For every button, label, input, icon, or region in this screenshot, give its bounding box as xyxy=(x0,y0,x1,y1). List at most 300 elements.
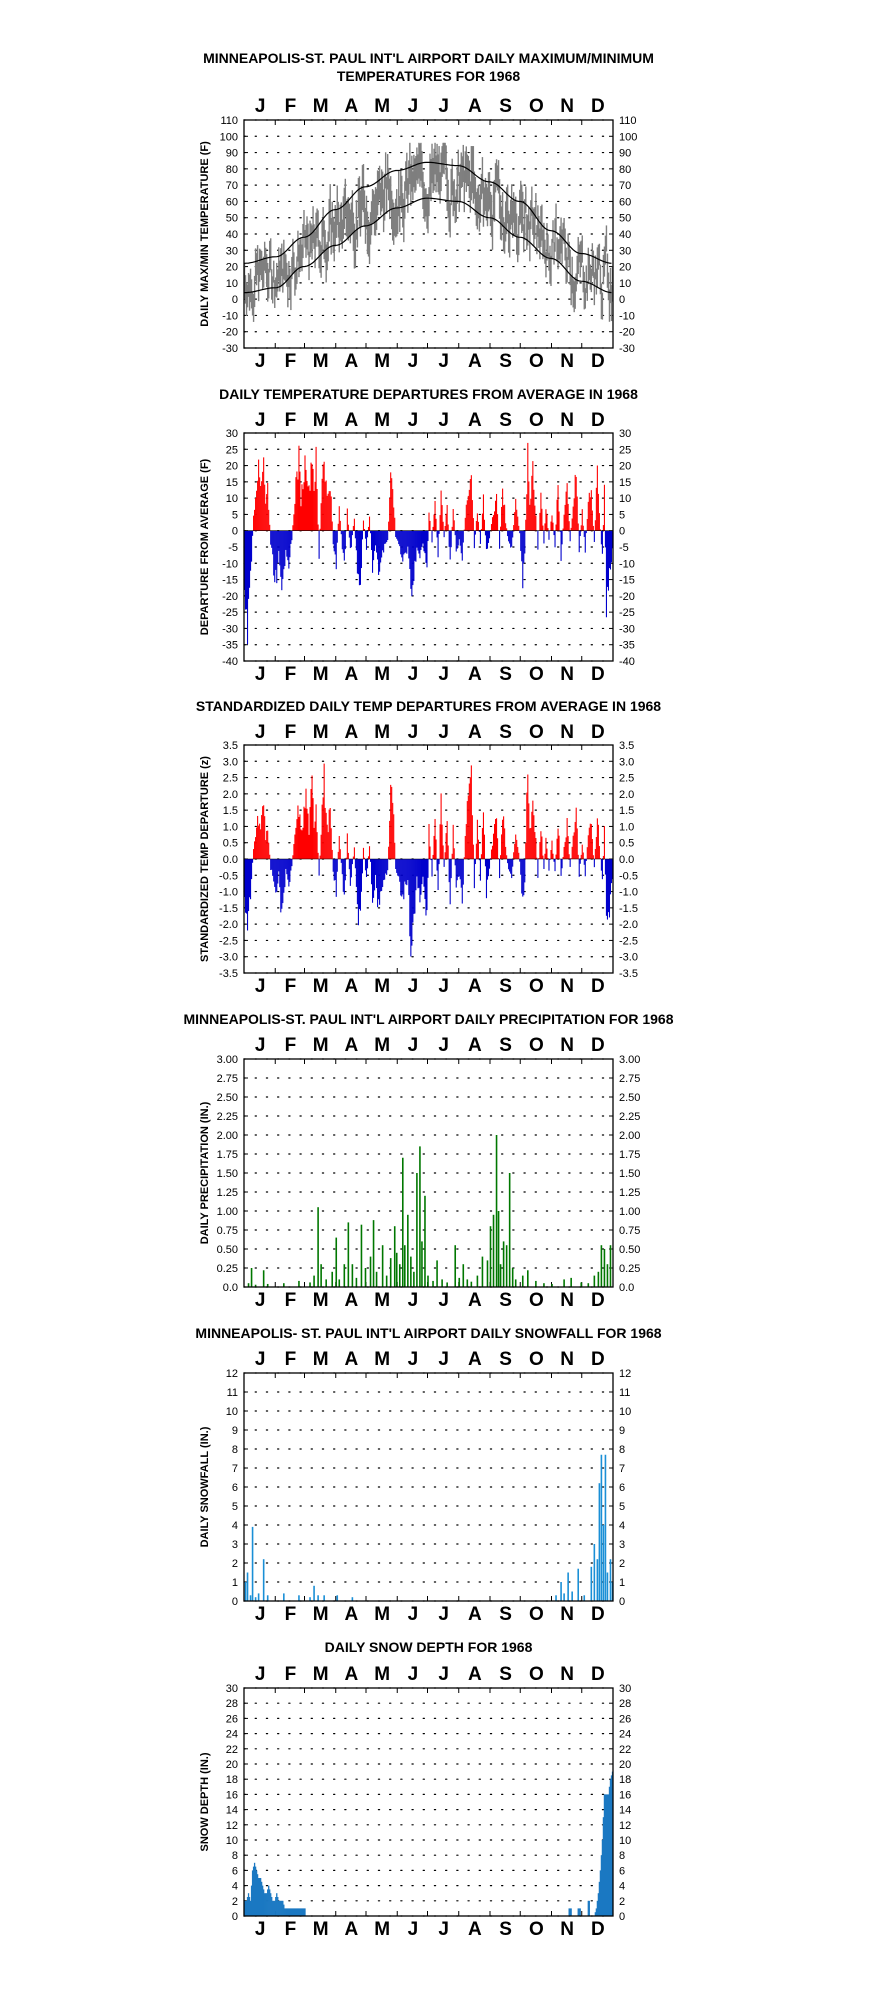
month-label-top: M xyxy=(312,410,329,431)
y-tick-left: 0.50 xyxy=(216,1244,238,1256)
y-axis-label: DAILY SNOWFALL (IN.) xyxy=(199,1426,211,1548)
chart-snowdepth xyxy=(199,1639,631,1940)
month-label-top: S xyxy=(499,722,512,743)
y-tick-right: 0.5 xyxy=(619,837,635,850)
month-label-top: M xyxy=(374,1035,391,1056)
y-tick-left: 9 xyxy=(231,1425,238,1437)
month-label-top: J xyxy=(438,96,449,117)
month-label-bottom: F xyxy=(284,664,297,685)
y-tick-right: 10 xyxy=(619,277,632,290)
y-tick-left: 100 xyxy=(219,131,238,144)
month-label-top: M xyxy=(312,96,329,117)
y-tick-left: 80 xyxy=(225,163,238,176)
y-tick-left: 14 xyxy=(225,1804,238,1817)
month-label-top: J xyxy=(407,410,419,431)
y-tick-right: 1.25 xyxy=(619,1187,641,1199)
y-tick-left: 4 xyxy=(231,1880,238,1893)
y-tick-right: -40 xyxy=(619,656,635,668)
y-tick-left: 30 xyxy=(225,245,238,258)
y-tick-left: 3.5 xyxy=(222,740,238,752)
month-label-bottom: M xyxy=(374,1290,391,1311)
y-tick-right: 24 xyxy=(619,1728,632,1741)
month-label-bottom: M xyxy=(374,664,391,685)
y-tick-left: 16 xyxy=(225,1789,238,1802)
month-label-bottom: D xyxy=(591,976,605,997)
y-tick-left: 20 xyxy=(225,261,238,274)
y-tick-right: 0.0 xyxy=(619,854,635,866)
y-tick-right: 3.0 xyxy=(619,756,635,769)
y-tick-left: 2.00 xyxy=(216,1130,238,1142)
chart-title: STANDARDIZED DAILY TEMP DEPARTURES FROM AVERAGE IN 1968 xyxy=(195,698,662,714)
y-tick-right: 30 xyxy=(619,1683,632,1695)
month-label-top: A xyxy=(468,1035,482,1056)
month-label-top: F xyxy=(284,1349,297,1370)
month-label-bottom: A xyxy=(468,976,482,997)
y-tick-right: 15 xyxy=(619,476,632,489)
chart-title: MINNEAPOLIS-ST. PAUL INT'L AIRPORT DAILY PRECIPITATION FOR 1968 xyxy=(183,1011,674,1027)
y-tick-left: -10 xyxy=(222,310,238,323)
month-label-top: F xyxy=(284,1035,297,1056)
month-label-top: A xyxy=(468,722,482,743)
y-tick-right: 0.25 xyxy=(619,1263,641,1275)
y-tick-right: -35 xyxy=(619,639,635,652)
y-tick-left: 3 xyxy=(231,1539,238,1551)
month-label-bottom: M xyxy=(374,1604,391,1625)
y-tick-left: 1.25 xyxy=(216,1187,238,1199)
y-tick-right: -5 xyxy=(619,542,629,554)
month-label-bottom: J xyxy=(438,976,449,997)
month-label-bottom: S xyxy=(499,1919,512,1940)
y-tick-left: 6 xyxy=(231,1482,238,1494)
month-label-bottom: J xyxy=(407,1290,419,1311)
y-tick-right: 80 xyxy=(619,163,632,176)
y-tick-left: 0 xyxy=(231,1596,238,1608)
month-label-bottom: S xyxy=(499,351,512,372)
y-tick-right: 1.75 xyxy=(619,1149,641,1161)
y-tick-right: 10 xyxy=(619,1835,632,1847)
y-tick-left: 5 xyxy=(231,509,238,522)
y-tick-right: 1 xyxy=(619,1577,626,1589)
month-label-top: A xyxy=(344,1035,359,1056)
y-axis-label: STANDARDIZED TEMP DEPARTURE (z) xyxy=(199,756,211,962)
y-tick-left: 3.0 xyxy=(222,756,238,769)
y-tick-left: 2.25 xyxy=(216,1111,238,1123)
month-label-bottom: N xyxy=(560,976,574,997)
y-tick-left: 10 xyxy=(225,277,238,290)
y-tick-right: 0.50 xyxy=(619,1244,641,1256)
month-label-top: S xyxy=(499,1349,512,1370)
month-label-bottom: O xyxy=(528,976,544,997)
y-tick-right: 20 xyxy=(619,460,632,473)
y-tick-right: -20 xyxy=(619,326,635,339)
y-tick-left: 6 xyxy=(231,1865,238,1878)
y-tick-right: 12 xyxy=(619,1819,632,1832)
y-tick-left: 10 xyxy=(225,493,238,506)
y-tick-right: 18 xyxy=(619,1774,632,1787)
y-tick-left: 20 xyxy=(225,460,238,473)
y-tick-right: 2 xyxy=(619,1558,626,1570)
month-label-top: S xyxy=(499,1035,512,1056)
y-tick-left: -3.5 xyxy=(219,968,238,980)
month-label-bottom: A xyxy=(344,351,359,372)
month-label-bottom: O xyxy=(528,664,544,685)
month-label-top: J xyxy=(407,96,419,117)
y-tick-left: 50 xyxy=(225,212,238,225)
y-tick-right: -30 xyxy=(619,343,635,355)
y-tick-right: 10 xyxy=(619,493,632,506)
month-label-bottom: M xyxy=(312,1290,329,1311)
month-label-bottom: A xyxy=(344,1604,359,1625)
y-tick-right: 3.00 xyxy=(619,1054,641,1066)
y-tick-left: 11 xyxy=(226,1387,238,1399)
y-tick-right: 2.00 xyxy=(619,1130,641,1142)
month-label-bottom: N xyxy=(560,1604,574,1625)
y-tick-right: 60 xyxy=(619,196,632,209)
month-label-top: A xyxy=(468,96,482,117)
y-tick-right: 11 xyxy=(619,1387,631,1399)
month-label-top: J xyxy=(438,1035,449,1056)
y-tick-left: 1.5 xyxy=(222,805,238,818)
month-label-top: J xyxy=(254,410,266,431)
month-label-top: M xyxy=(374,1664,391,1685)
month-label-top: M xyxy=(312,1664,329,1685)
y-tick-left: 22 xyxy=(225,1743,238,1756)
month-label-top: J xyxy=(438,410,449,431)
month-label-bottom: J xyxy=(438,1919,449,1940)
y-tick-left: 26 xyxy=(225,1713,238,1726)
y-tick-right: 6 xyxy=(619,1865,626,1878)
y-tick-left: 0.5 xyxy=(222,837,238,850)
y-tick-left: 1 xyxy=(231,1577,238,1589)
month-label-top: D xyxy=(591,722,605,743)
y-axis-label: DAILY MAX/MIN TEMPERATURE (F) xyxy=(199,141,211,327)
y-tick-right: 22 xyxy=(619,1743,632,1756)
y-tick-right: 40 xyxy=(619,229,632,241)
month-label-top: J xyxy=(254,96,266,117)
month-label-bottom: S xyxy=(499,664,512,685)
y-tick-right: 3.5 xyxy=(619,740,635,752)
month-label-bottom: J xyxy=(254,664,266,685)
y-tick-right: -30 xyxy=(619,623,635,636)
month-label-bottom: N xyxy=(560,1919,574,1940)
y-tick-left: 28 xyxy=(225,1698,238,1711)
month-label-top: D xyxy=(591,410,605,431)
month-label-top: D xyxy=(591,1664,605,1685)
y-tick-right: 26 xyxy=(619,1713,632,1726)
month-label-top: F xyxy=(284,410,297,431)
month-label-top: D xyxy=(591,1349,605,1370)
y-tick-right: 90 xyxy=(619,147,632,160)
y-tick-left: -1.0 xyxy=(219,886,238,899)
month-label-top: J xyxy=(254,722,266,743)
y-tick-left: 0.25 xyxy=(216,1263,238,1275)
y-tick-left: -30 xyxy=(222,343,238,355)
y-tick-right: 25 xyxy=(619,444,632,457)
month-label-bottom: F xyxy=(284,976,297,997)
month-label-top: M xyxy=(374,722,391,743)
month-label-top: N xyxy=(560,722,574,743)
y-tick-left: 24 xyxy=(225,1728,238,1741)
month-label-top: A xyxy=(468,1349,482,1370)
month-label-bottom: M xyxy=(374,351,391,372)
month-label-bottom: D xyxy=(591,1604,605,1625)
y-tick-right: 30 xyxy=(619,428,632,440)
chart-precip xyxy=(183,1011,673,1311)
month-label-bottom: F xyxy=(284,351,297,372)
chart-title: MINNEAPOLIS-ST. PAUL INT'L AIRPORT DAILY MAXIMUM/MINIMUM xyxy=(203,50,654,66)
month-label-bottom: M xyxy=(312,664,329,685)
month-label-top: J xyxy=(407,722,419,743)
y-tick-left: 2.75 xyxy=(216,1073,238,1085)
y-tick-left: 8 xyxy=(231,1444,238,1456)
y-tick-right: 1.5 xyxy=(619,805,635,818)
y-tick-right: 3 xyxy=(619,1539,626,1551)
month-label-bottom: M xyxy=(312,1604,329,1625)
month-label-bottom: J xyxy=(407,976,419,997)
month-label-top: M xyxy=(374,410,391,431)
y-tick-left: -3.0 xyxy=(219,951,238,964)
month-label-top: S xyxy=(499,410,512,431)
y-tick-right: 2.0 xyxy=(619,788,635,801)
y-tick-right: 8 xyxy=(619,1850,626,1863)
y-tick-right: 20 xyxy=(619,261,632,274)
y-tick-right: 2.5 xyxy=(619,772,635,785)
month-label-bottom: M xyxy=(312,1919,329,1940)
data-layer xyxy=(249,1135,611,1287)
month-label-bottom: N xyxy=(560,664,574,685)
month-label-top: O xyxy=(528,96,544,117)
month-label-top: J xyxy=(407,1035,419,1056)
month-label-top: S xyxy=(499,1664,512,1685)
y-tick-right: 28 xyxy=(619,1698,632,1711)
month-label-bottom: S xyxy=(499,976,512,997)
month-label-bottom: D xyxy=(591,1290,605,1311)
month-label-top: J xyxy=(254,1349,266,1370)
y-tick-left: 1.00 xyxy=(216,1206,238,1218)
y-tick-right: -15 xyxy=(619,574,635,587)
month-label-top: O xyxy=(528,722,544,743)
month-label-bottom: A xyxy=(468,351,482,372)
y-tick-left: -35 xyxy=(222,639,238,652)
y-tick-right: 4 xyxy=(619,1520,626,1532)
y-tick-left: 2.50 xyxy=(216,1092,238,1104)
month-label-top: A xyxy=(344,1664,359,1685)
y-tick-right: -25 xyxy=(619,607,635,620)
y-tick-left: 70 xyxy=(225,180,238,193)
y-tick-right: -20 xyxy=(619,590,635,603)
month-label-bottom: O xyxy=(528,351,544,372)
month-label-bottom: A xyxy=(344,976,359,997)
y-tick-right: -0.5 xyxy=(619,870,638,883)
y-tick-left: -15 xyxy=(222,574,238,587)
y-tick-right: 4 xyxy=(619,1880,626,1893)
y-tick-left: -10 xyxy=(222,558,238,571)
y-tick-right: 8 xyxy=(619,1444,626,1456)
y-tick-right: -3.0 xyxy=(619,951,638,964)
y-tick-left: 60 xyxy=(225,196,238,209)
month-label-bottom: J xyxy=(407,351,419,372)
month-label-bottom: J xyxy=(254,976,266,997)
month-label-top: J xyxy=(254,1664,266,1685)
y-tick-left: 18 xyxy=(225,1774,238,1787)
chart-departures xyxy=(199,386,638,685)
y-tick-right: 0 xyxy=(619,525,626,538)
month-label-bottom: D xyxy=(591,664,605,685)
y-tick-left: 30 xyxy=(225,1683,238,1695)
y-tick-right: 2.50 xyxy=(619,1092,641,1104)
y-tick-left: -30 xyxy=(222,623,238,636)
chart-standardized xyxy=(196,698,661,997)
month-label-bottom: F xyxy=(284,1604,297,1625)
month-label-top: D xyxy=(591,1035,605,1056)
y-tick-right: 7 xyxy=(619,1463,626,1475)
month-label-bottom: J xyxy=(407,1919,419,1940)
month-label-bottom: J xyxy=(407,1604,419,1625)
month-label-top: N xyxy=(560,1349,574,1370)
month-label-bottom: J xyxy=(254,351,266,372)
month-label-top: O xyxy=(528,1349,544,1370)
y-tick-right: 100 xyxy=(619,131,638,144)
month-label-bottom: A xyxy=(468,1290,482,1311)
month-label-bottom: O xyxy=(528,1919,544,1940)
month-label-top: J xyxy=(438,1349,449,1370)
data-layer xyxy=(246,1455,613,1601)
y-tick-left: -2.0 xyxy=(219,919,238,932)
chart-title: DAILY TEMPERATURE DEPARTURES FROM AVERAGE IN 1968 xyxy=(219,386,638,402)
y-tick-left: -5 xyxy=(228,542,238,554)
y-tick-left: 0.75 xyxy=(216,1225,238,1237)
y-tick-left: 10 xyxy=(225,1835,238,1847)
y-tick-left: 0 xyxy=(231,294,238,307)
y-tick-right: 9 xyxy=(619,1425,626,1437)
month-label-bottom: A xyxy=(468,1919,482,1940)
y-tick-left: 8 xyxy=(231,1850,238,1863)
y-tick-left: 5 xyxy=(231,1501,238,1513)
y-tick-left: 2 xyxy=(231,1895,238,1908)
month-label-top: M xyxy=(312,1349,329,1370)
month-label-bottom: M xyxy=(374,1919,391,1940)
month-label-bottom: M xyxy=(312,351,329,372)
month-label-top: N xyxy=(560,1035,574,1056)
y-tick-left: -2.5 xyxy=(219,935,238,948)
month-label-bottom: M xyxy=(312,976,329,997)
y-tick-right: 20 xyxy=(619,1759,632,1771)
y-tick-right: -2.0 xyxy=(619,919,638,932)
y-tick-right: -10 xyxy=(619,310,635,323)
y-tick-right: 5 xyxy=(619,1501,626,1513)
y-tick-right: 70 xyxy=(619,180,632,193)
y-tick-left: 110 xyxy=(220,115,238,127)
y-tick-left: 2.0 xyxy=(222,788,238,801)
y-tick-right: 0 xyxy=(619,294,626,307)
y-tick-left: 30 xyxy=(225,428,238,440)
month-label-top: M xyxy=(374,1349,391,1370)
y-tick-right: 0 xyxy=(619,1911,626,1923)
y-tick-right: 0.75 xyxy=(619,1225,641,1237)
month-label-top: M xyxy=(312,1035,329,1056)
y-tick-left: 1.0 xyxy=(222,821,238,834)
month-label-bottom: D xyxy=(591,351,605,372)
y-tick-left: 7 xyxy=(231,1463,238,1475)
month-label-bottom: F xyxy=(284,1919,297,1940)
y-tick-left: 25 xyxy=(225,444,238,457)
month-label-bottom: M xyxy=(374,976,391,997)
month-label-bottom: D xyxy=(591,1919,605,1940)
y-tick-left: -25 xyxy=(222,607,238,620)
y-tick-right: 50 xyxy=(619,212,632,225)
y-tick-right: 2.75 xyxy=(619,1073,641,1085)
y-tick-right: 6 xyxy=(619,1482,626,1494)
y-tick-left: -20 xyxy=(222,590,238,603)
data-layer xyxy=(245,1772,613,1916)
y-tick-right: -1.5 xyxy=(619,902,638,915)
y-axis-label: SNOW DEPTH (IN.) xyxy=(199,1752,211,1852)
month-label-top: A xyxy=(468,1664,482,1685)
month-label-bottom: A xyxy=(344,664,359,685)
y-tick-left: 20 xyxy=(225,1759,238,1771)
month-label-top: A xyxy=(344,410,359,431)
month-label-top: O xyxy=(528,410,544,431)
month-label-top: A xyxy=(344,96,359,117)
y-tick-left: 40 xyxy=(225,229,238,241)
month-label-top: O xyxy=(528,1035,544,1056)
month-label-top: A xyxy=(344,1349,359,1370)
y-tick-left: 4 xyxy=(231,1520,238,1532)
y-tick-left: 0 xyxy=(231,525,238,538)
month-label-bottom: J xyxy=(438,1604,449,1625)
y-tick-left: -1.5 xyxy=(219,902,238,915)
y-tick-right: -3.5 xyxy=(619,968,638,980)
month-label-top: M xyxy=(374,96,391,117)
y-tick-right: -2.5 xyxy=(619,935,638,948)
y-tick-left: 0.0 xyxy=(222,1282,238,1294)
y-tick-left: -40 xyxy=(222,656,238,668)
month-label-top: F xyxy=(284,96,297,117)
month-label-bottom: J xyxy=(438,664,449,685)
month-label-bottom: N xyxy=(560,1290,574,1311)
y-tick-right: 0 xyxy=(619,1596,626,1608)
y-tick-right: 1.50 xyxy=(619,1168,641,1180)
y-tick-left: 12 xyxy=(225,1819,238,1832)
month-label-top: J xyxy=(407,1664,419,1685)
month-label-bottom: A xyxy=(344,1290,359,1311)
data-layer xyxy=(244,443,613,644)
y-tick-right: -10 xyxy=(619,558,635,571)
month-label-top: A xyxy=(344,722,359,743)
month-label-bottom: O xyxy=(528,1604,544,1625)
y-tick-right: 0.0 xyxy=(619,1282,635,1294)
y-axis-label: DAILY PRECIPITATION (IN.) xyxy=(199,1101,211,1245)
month-label-bottom: S xyxy=(499,1604,512,1625)
month-label-top: N xyxy=(560,410,574,431)
month-label-bottom: A xyxy=(468,664,482,685)
month-label-bottom: J xyxy=(438,351,449,372)
chart-title: TEMPERATURES FOR 1968 xyxy=(336,68,521,84)
month-label-top: N xyxy=(560,96,574,117)
month-label-bottom: J xyxy=(254,1290,266,1311)
month-label-top: A xyxy=(468,410,482,431)
y-tick-right: 10 xyxy=(619,1406,632,1418)
month-label-top: S xyxy=(499,96,512,117)
month-label-top: J xyxy=(254,1035,266,1056)
y-tick-right: -1.0 xyxy=(619,886,638,899)
y-tick-left: 3.00 xyxy=(216,1054,238,1066)
chart-title: DAILY SNOW DEPTH FOR 1968 xyxy=(324,1639,533,1655)
chart-title: MINNEAPOLIS- ST. PAUL INT'L AIRPORT DAILY SNOWFALL FOR 1968 xyxy=(195,1325,662,1341)
y-tick-left: -0.5 xyxy=(219,870,238,883)
month-label-bottom: J xyxy=(254,1604,266,1625)
month-label-bottom: S xyxy=(499,1290,512,1311)
